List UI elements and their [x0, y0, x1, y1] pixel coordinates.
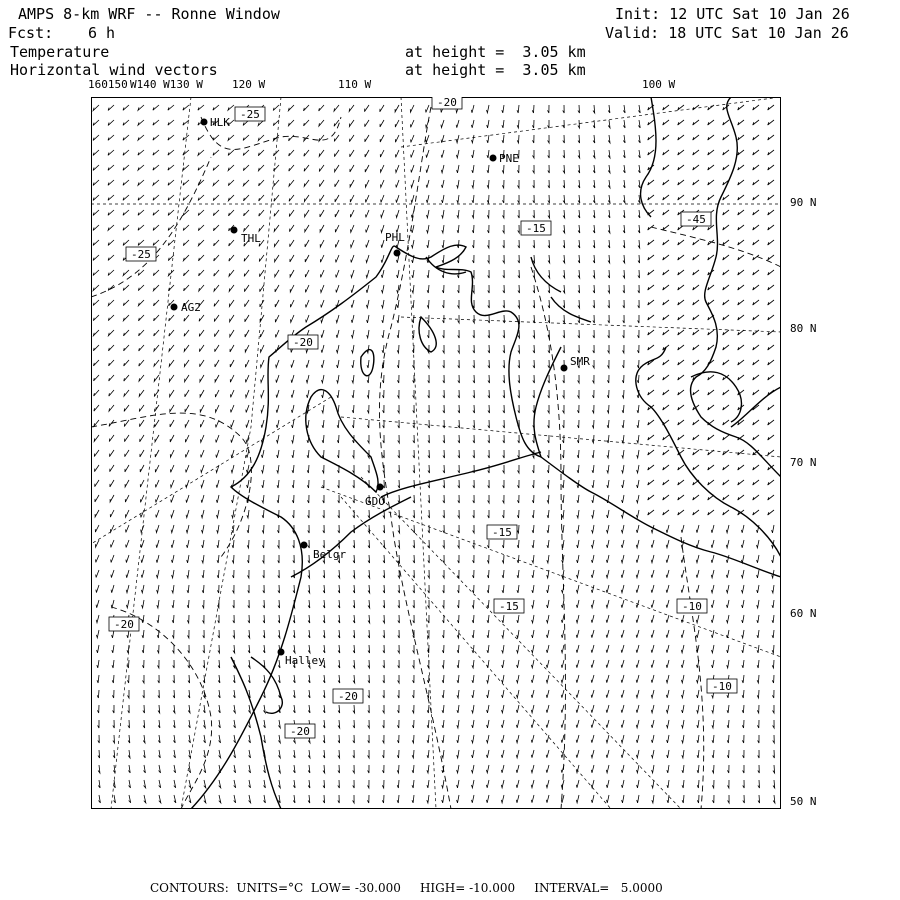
- lat-label-80: 80 N: [790, 322, 817, 335]
- station-marker: [231, 227, 238, 234]
- station-marker: [394, 250, 401, 257]
- map-panel: [91, 97, 781, 809]
- lon-label-160-150: 160150: [88, 78, 128, 91]
- forecast-hour: 6 h: [88, 24, 116, 42]
- map-title: AMPS 8-km WRF -- Ronne Window: [18, 5, 280, 23]
- station-marker: [490, 155, 497, 162]
- field-temperature: Temperature: [10, 43, 110, 61]
- station-label: SMR: [570, 355, 590, 368]
- contour-info-footer: CONTOURS: UNITS=°C LOW= -30.000 HIGH= -10.000 INTERVAL= 5.0000: [150, 881, 663, 895]
- station-label: PHL: [385, 231, 405, 244]
- contour-label: -20: [437, 97, 457, 109]
- contour-label: -10: [712, 680, 732, 693]
- station-label: GDO: [365, 495, 385, 508]
- valid-time: Valid: 18 UTC Sat 10 Jan 26: [605, 24, 849, 42]
- station-marker: [561, 365, 568, 372]
- contour-label: -10: [682, 600, 702, 613]
- contour-label: -25: [240, 108, 260, 121]
- lat-label-50: 50 N: [790, 795, 817, 808]
- contour-label: -15: [499, 600, 519, 613]
- station-marker: [171, 304, 178, 311]
- contour-label: -20: [290, 725, 310, 738]
- forecast-label: Fcst:: [8, 24, 54, 42]
- contour-label: -20: [293, 336, 313, 349]
- lon-label-140-130: W140 W130 W: [130, 78, 203, 91]
- station-label: AG2: [181, 301, 201, 314]
- contour-label: -20: [338, 690, 358, 703]
- lat-label-90: 90 N: [790, 196, 817, 209]
- station-label: HLK: [210, 116, 230, 129]
- lon-label-120: 120 W: [232, 78, 266, 91]
- lat-label-70: 70 N: [790, 456, 817, 469]
- station-marker: [201, 119, 208, 126]
- contour-label: -45: [686, 213, 706, 226]
- station-marker: [278, 649, 285, 656]
- station-label: THL: [241, 232, 261, 245]
- lon-label-100: 100 W: [642, 78, 676, 91]
- height-label-1: at height = 3.05 km: [405, 43, 586, 61]
- contour-label: -15: [492, 526, 512, 539]
- station-label: PNE: [499, 152, 519, 165]
- station-marker: [301, 542, 308, 549]
- station-label: Halley: [285, 654, 325, 667]
- height-label-2: at height = 3.05 km: [405, 61, 586, 79]
- lon-label-110: 110 W: [338, 78, 372, 91]
- init-time: Init: 12 UTC Sat 10 Jan 26: [615, 5, 850, 23]
- contour-label: -25: [131, 248, 151, 261]
- contour-label: -15: [526, 222, 546, 235]
- field-wind-vectors: Horizontal wind vectors: [10, 61, 218, 79]
- contour-label: -20: [114, 618, 134, 631]
- station-marker: [377, 484, 384, 491]
- station-label: Belgr: [313, 548, 347, 561]
- lat-label-60: 60 N: [790, 607, 817, 620]
